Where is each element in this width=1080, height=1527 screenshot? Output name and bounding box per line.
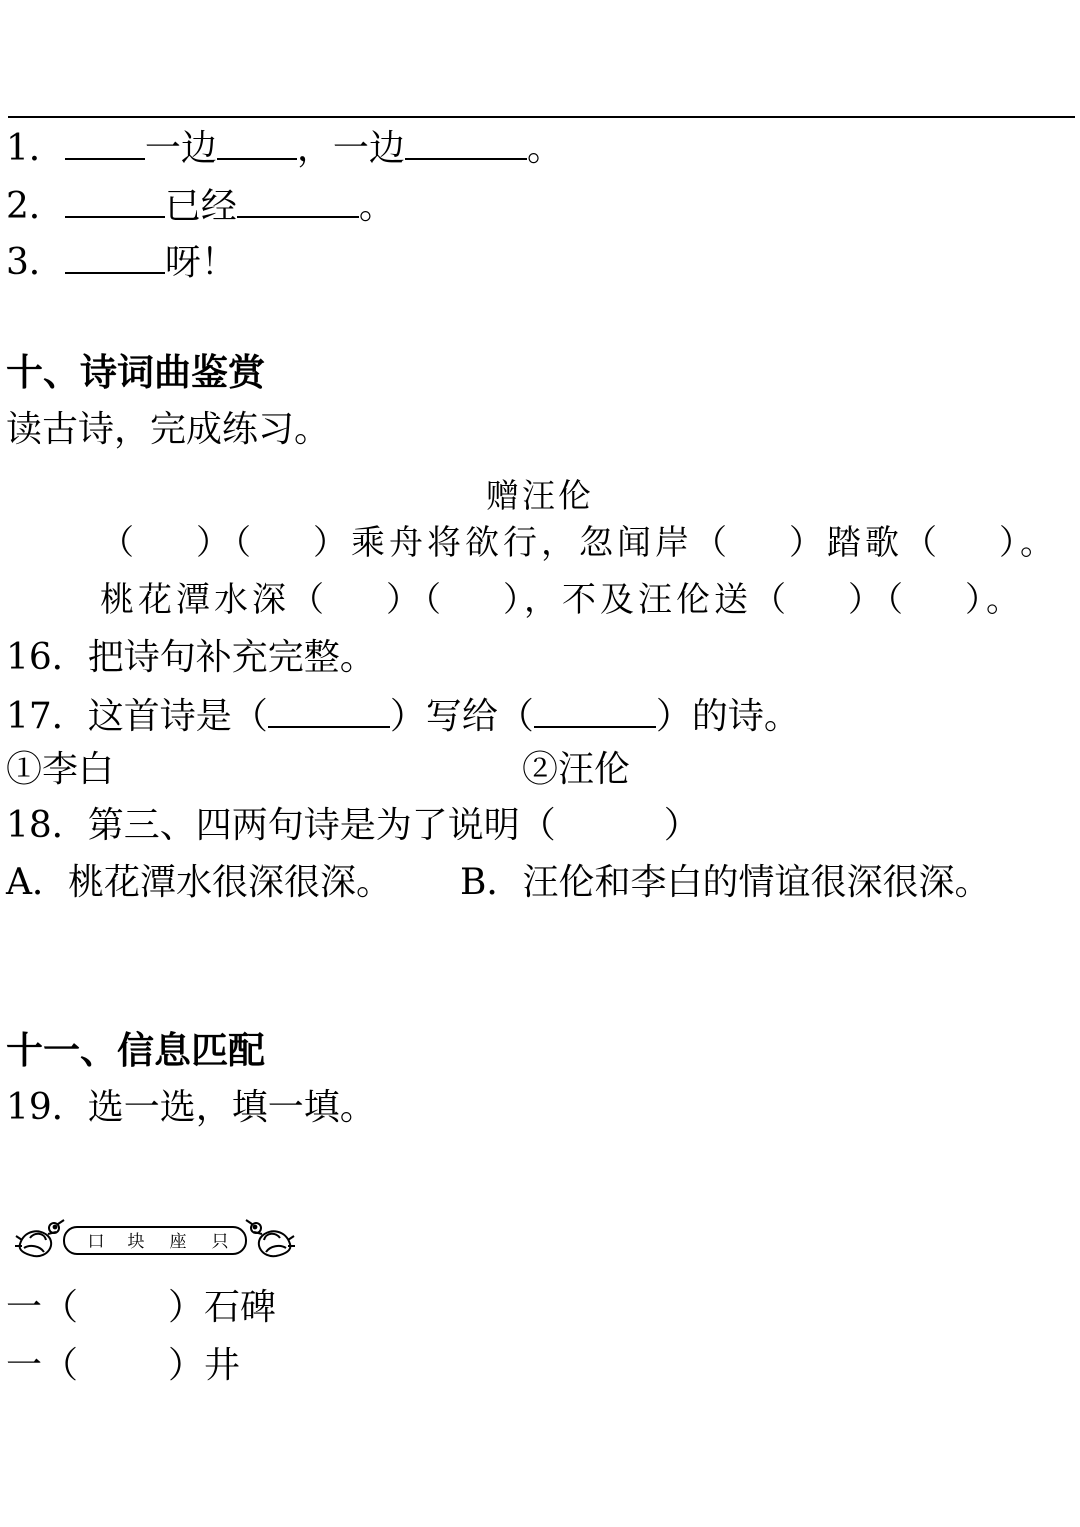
match-text: 一（: [6, 1345, 79, 1386]
blank[interactable]: [268, 696, 390, 728]
question-number: 2．: [6, 186, 65, 227]
question-text: 的诗。: [691, 696, 800, 737]
question-17: 17．这首诗是（ ）写给（ ）的诗。: [6, 696, 800, 737]
match-text: 一（: [6, 1287, 79, 1328]
poem-text: 踏歌: [827, 523, 903, 563]
word-bank-item: 块: [127, 1232, 145, 1252]
blank[interactable]: [237, 186, 359, 218]
poem-text: 乘舟将欲行，忽闻岸: [351, 523, 693, 563]
top-rule: [8, 116, 1075, 118]
question-number: 3．: [6, 242, 65, 283]
blank[interactable]: [65, 128, 145, 160]
fill-line-3: [6, 242, 237, 281]
poem-text: 桃花潭水深: [100, 580, 290, 620]
fill-text: 呀！: [164, 242, 237, 283]
question-number: 1．: [6, 128, 65, 169]
word-bank-item: 座: [169, 1232, 187, 1252]
fill-line-1: [6, 128, 563, 167]
fill-text: 一边: [144, 128, 217, 169]
match-text: ）井: [168, 1345, 241, 1386]
question-19: 19．选一选，填一填。: [6, 1087, 376, 1128]
section-11-title: 十一、信息匹配: [6, 1029, 265, 1072]
fill-text: 已经: [164, 186, 237, 227]
bird-ornament-left-icon: [15, 1220, 64, 1256]
fill-text: 。: [358, 186, 395, 227]
q18-option-b: B．汪伦和李白的情谊很深很深。: [460, 862, 991, 903]
word-bank-banner: [14, 1214, 296, 1266]
question-16: 16．把诗句补充完整。: [6, 637, 376, 678]
poem-text: 。: [1020, 523, 1058, 563]
match-text: ）石碑: [168, 1287, 277, 1328]
question-18: 18．第三、四两句诗是为了说明（ ）: [6, 805, 700, 846]
q17-option-1: ①李白: [6, 749, 115, 790]
section-10-title: 十、诗词曲鉴赏: [6, 351, 265, 394]
question-text: 写给: [425, 696, 498, 737]
fill-text: ，一边: [296, 128, 405, 169]
section-10-instruction: 读古诗，完成练习。: [6, 409, 331, 450]
match-item-1: [6, 1287, 277, 1328]
question-text: 17．这首诗是: [6, 696, 232, 737]
word-bank-item: 只: [211, 1232, 229, 1252]
word-bank-item: 口: [87, 1232, 105, 1252]
poem-text: ，不及汪伦送: [524, 580, 752, 620]
blank[interactable]: [405, 128, 527, 160]
blank[interactable]: [65, 242, 165, 274]
fill-text: 。: [526, 128, 563, 169]
fill-line-2: [6, 186, 395, 225]
blank[interactable]: [534, 696, 656, 728]
poem-text: 。: [986, 580, 1024, 620]
poem-line-1: （ ）（ ）乘舟将欲行，忽闻岸（ ）踏歌（ ）。: [100, 523, 1058, 563]
q18-option-a: A．桃花潭水很深很深。: [6, 862, 392, 903]
poem-title: 赠汪伦: [486, 476, 594, 515]
match-item-2: [6, 1345, 241, 1386]
poem-line-2: 桃花潭水深（ ）（ ），不及汪伦送（ ）（ ）。: [100, 580, 1024, 620]
q17-option-2: ②汪伦: [522, 749, 631, 790]
blank[interactable]: [217, 128, 297, 160]
blank[interactable]: [65, 186, 165, 218]
bird-ornament-right-icon: [246, 1220, 295, 1256]
